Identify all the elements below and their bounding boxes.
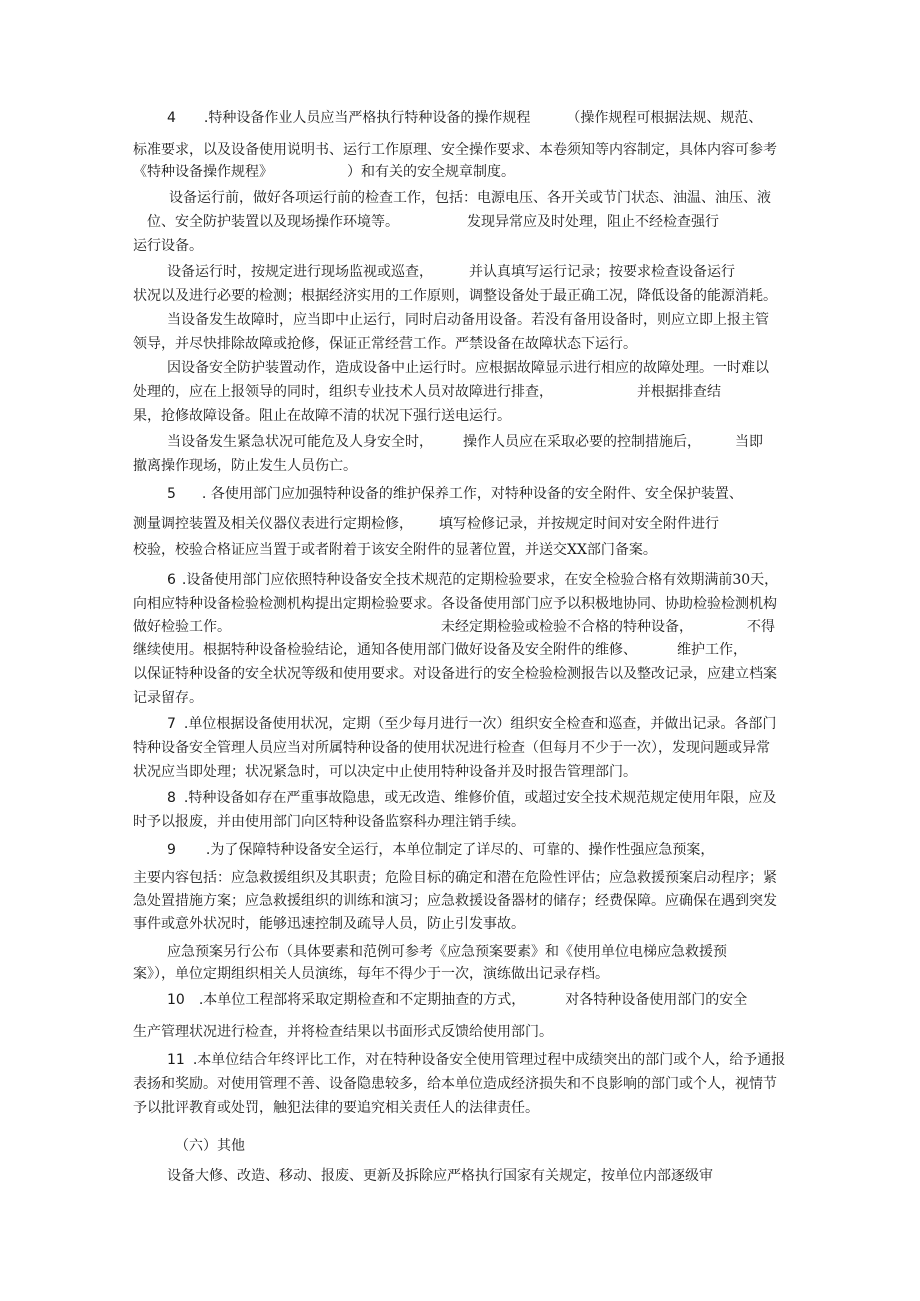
item8-line-1 <box>133 788 793 808</box>
pre-run-line-3 <box>133 236 793 256</box>
item4-line-3 <box>133 162 793 182</box>
item5-text-2a: 测量调控装置及相关仪器仪表进行定期检修， <box>133 516 413 532</box>
emergency-state-line-2 <box>133 456 793 476</box>
item11-line-3 <box>133 1098 793 1118</box>
item9-line-2 <box>133 868 793 888</box>
emergency-state-text-1b: 操作人员应在采取必要的控制措施后， <box>463 434 701 450</box>
item6-text-2: 向相应特种设备检验检测机构提出定期检验要求。各设备使用部门应予以积极地协同、协助检验检测机构 <box>133 596 777 612</box>
item7-text-3: 状况应当即处理；状况紧急时，可以决定中止使用特种设备并及时报告管理部门。 <box>133 764 637 780</box>
item10-text-2: 生产管理状况进行检查，并将检查结果以书面形式反馈给使用部门。 <box>133 1024 553 1040</box>
item9-text-1: .为了保障特种设备安全运行，本单位制定了详尽的、可靠的、操作性强应急预案， <box>205 842 715 858</box>
emergency-state-text-2: 撤离操作现场，防止发生人员伤亡。 <box>133 458 357 474</box>
item5-line-2 <box>133 514 793 534</box>
item11-line-2 <box>133 1074 793 1094</box>
item5-number: 5 <box>167 486 176 502</box>
running-text-1b: 并认真填写运行记录；按要求检查设备运行 <box>469 264 735 280</box>
running-line-1 <box>133 262 793 282</box>
item11-text-1: .本单位结合年终评比工作，对在特种设备安全使用管理过程中成绩突出的部门或个人，给予通报 <box>192 1052 786 1068</box>
item7-line-3 <box>133 762 793 782</box>
item11-text-3: 予以批评教育或处罚，触犯法律的要追究相关责任人的法律责任。 <box>133 1100 539 1116</box>
protection-line-2 <box>133 382 793 402</box>
item6-text-1: .设备使用部门应依照特种设备安全技术规范的定期检验要求，在安全检验合格有效期满前30天， <box>181 572 779 588</box>
item8-number: 8 <box>167 790 176 806</box>
item5-line-3 <box>133 540 793 560</box>
item11-text-2: 表扬和奖励。对使用管理不善、设备隐患较多，给本单位造成经济损失和不良影响的部门或个人，视情节 <box>133 1076 777 1092</box>
item9-text-3: 急处置措施方案；应急救援组织的训练和演习；应急救援设备器材的储存；经费保障。应确保在遇到突发 <box>133 893 777 909</box>
fault-line-2 <box>133 334 793 354</box>
item5-line-1 <box>133 484 793 504</box>
item5-text-2b: 填写检修记录，并按规定时间对安全附件进行 <box>439 516 719 532</box>
item8-line-2 <box>133 812 793 832</box>
item5-text-3: 校验，校验合格证应当置于或者附着于该安全附件的显著位置，并送交XX部门备案。 <box>133 542 657 558</box>
emergency-state-line-1 <box>133 432 793 452</box>
item6-text-3a: 做好检验工作。 <box>133 619 231 635</box>
item11-number: 11 <box>167 1052 185 1068</box>
item6-text-6: 记录留存。 <box>133 690 203 706</box>
item9-line-3 <box>133 891 793 911</box>
item5-text-1: . 各使用部门应加强特种设备的维护保养工作，对特种设备的安全附件、安全保护装置、 <box>201 486 743 502</box>
item4-text-a: .特种设备作业人员应当严格执行特种设备的操作规程 <box>203 110 531 126</box>
protection-text-3: 果，抢修故障设备。阻止在故障不清的状况下强行送电运行。 <box>133 408 511 424</box>
item4-line-1 <box>133 108 793 128</box>
item6-line-1 <box>133 570 793 590</box>
item6-number: 6 <box>167 572 176 588</box>
pre-run-line-1 <box>133 188 793 208</box>
plan-line-1 <box>133 942 793 962</box>
item6-text-5: 以保证特种设备的安全状况等级和使用要求。对设备进行的安全检验检测报告以及整改记录，应建立档案 <box>133 666 777 682</box>
item9-number: 9 <box>167 842 176 858</box>
item6-line-2 <box>133 594 793 614</box>
protection-text-1: 因设备安全防护装置动作，造成设备中止运行时。应根据故障显示进行相应的故障处理。一时难以 <box>167 360 769 376</box>
section6-heading: （六）其他 <box>175 1138 245 1154</box>
item9-line-4 <box>133 914 793 934</box>
running-line-2 <box>133 286 793 306</box>
plan-text-2: 案》），单位定期组织相关人员演练，每年不得少于一次，演练做出记录存档。 <box>133 966 609 982</box>
item6-text-3c: 不得 <box>747 619 775 635</box>
pre-run-line-2 <box>133 212 793 232</box>
item7-text-2: 特种设备安全管理人员应当对所属特种设备的使用状况进行检查（但每月不少于一次），发现问题或异常 <box>133 740 770 756</box>
item4-text-b: （操作规程可根据法规、规范、 <box>566 110 763 126</box>
item9-text-2: 主要内容包括：应急救援组织及其职责；危险目标的确定和潜在危险性评估；应急救援预案启动程序；紧 <box>133 870 777 886</box>
section6-line-1 <box>133 1166 793 1186</box>
item8-text-2: 时予以报废，并由使用部门向区特种设备监察科办理注销手续。 <box>133 814 525 830</box>
protection-text-2a: 处理的，应在上报领导的同时，组织专业技术人员对故障进行排查， <box>133 384 553 400</box>
plan-text-1: 应急预案另行公布（具体要素和范例可参考《应急预案要素》和《使用单位电梯应急救援预 <box>167 944 727 960</box>
fault-text-2: 领导，并尽快排除故障或抢修，保证正常经营工作。严禁设备在故障状态下运行。 <box>133 336 637 352</box>
item9-text-4: 事件或意外状况时，能够迅速控制及疏导人员，防止引发事故。 <box>133 916 525 932</box>
item6-line-5 <box>133 664 793 684</box>
item9-line-1 <box>133 840 793 860</box>
item4-text-2: 标准要求，以及设备使用说明书、运行工作原理、安全操作要求、本卷须知等内容制定，具体内容可参考 <box>133 142 777 158</box>
protection-line-3 <box>133 406 793 426</box>
emergency-state-text-1a: 当设备发生紧急状况可能危及人身安全时， <box>167 434 433 450</box>
item11-line-1 <box>133 1050 793 1070</box>
plan-line-2 <box>133 964 793 984</box>
item4-text-3a: 《特种设备操作规程》 <box>133 164 273 180</box>
item7-line-2 <box>133 738 793 758</box>
item6-line-4 <box>133 640 793 660</box>
item7-line-1 <box>133 714 793 734</box>
item7-number: 7 <box>167 716 176 732</box>
item6-text-4b: 维护工作， <box>677 642 747 658</box>
pre-run-text-2b: 发现异常应及时处理，阻止不经检查强行 <box>467 214 719 230</box>
protection-line-1 <box>133 358 793 378</box>
fault-text-1: 当设备发生故障时，应当即中止运行，同时启动备用设备。若没有备用设备时，则应立即上报主管 <box>167 312 769 328</box>
emergency-state-text-1c: 当即 <box>735 434 763 450</box>
item6-text-3b: 未经定期检验或检验不合格的特种设备， <box>441 619 693 635</box>
item10-number: 10 <box>167 992 185 1008</box>
fault-line-1 <box>133 310 793 330</box>
item10-line-1 <box>133 990 793 1010</box>
item10-line-2 <box>133 1022 793 1042</box>
running-text-1a: 设备运行时，按规定进行现场监视或巡查， <box>167 264 433 280</box>
item6-line-6 <box>133 688 793 708</box>
item7-text-1: .单位根据设备使用状况，定期（至少每月进行一次）组织安全检查和巡查，并做出记录。各部门 <box>183 716 777 732</box>
item6-line-3 <box>133 617 793 637</box>
item4-text-3b: ）和有关的安全规章制度。 <box>347 164 515 180</box>
section6-heading-line <box>133 1136 793 1156</box>
pre-run-text-1: 设备运行前，做好各项运行前的检查工作，包括：电源电压、各开关或节门状态、油温、油压、液 <box>169 190 771 206</box>
section6-text-1: 设备大修、改造、移动、报废、更新及拆除应严格执行国家有关规定，按单位内部逐级审 <box>167 1168 713 1184</box>
item10-text-1a: .本单位工程部将采取定期检查和不定期抽查的方式， <box>198 992 526 1008</box>
item6-text-4a: 继续使用。根据特种设备检验结论，通知各使用部门做好设备及安全附件的维修、 <box>133 642 637 658</box>
item4-number: 4 <box>167 110 176 126</box>
protection-text-2b: 并根据排查结 <box>637 384 721 400</box>
pre-run-text-2a: 位、安全防护装置以及现场操作环境等。 <box>147 214 399 230</box>
item10-text-1b: 对各特种设备使用部门的安全 <box>565 992 748 1008</box>
item4-line-2 <box>133 140 793 160</box>
running-text-2: 状况以及进行必要的检测；根据经济实用的工作原则，调整设备处于最正确工况，降低设备的能源消耗。 <box>133 288 777 304</box>
pre-run-text-3: 运行设备。 <box>133 238 203 254</box>
item8-text-1: .特种设备如存在严重事故隐患，或无改造、维修价值，或超过安全技术规范规定使用年限，应及 <box>183 790 777 806</box>
